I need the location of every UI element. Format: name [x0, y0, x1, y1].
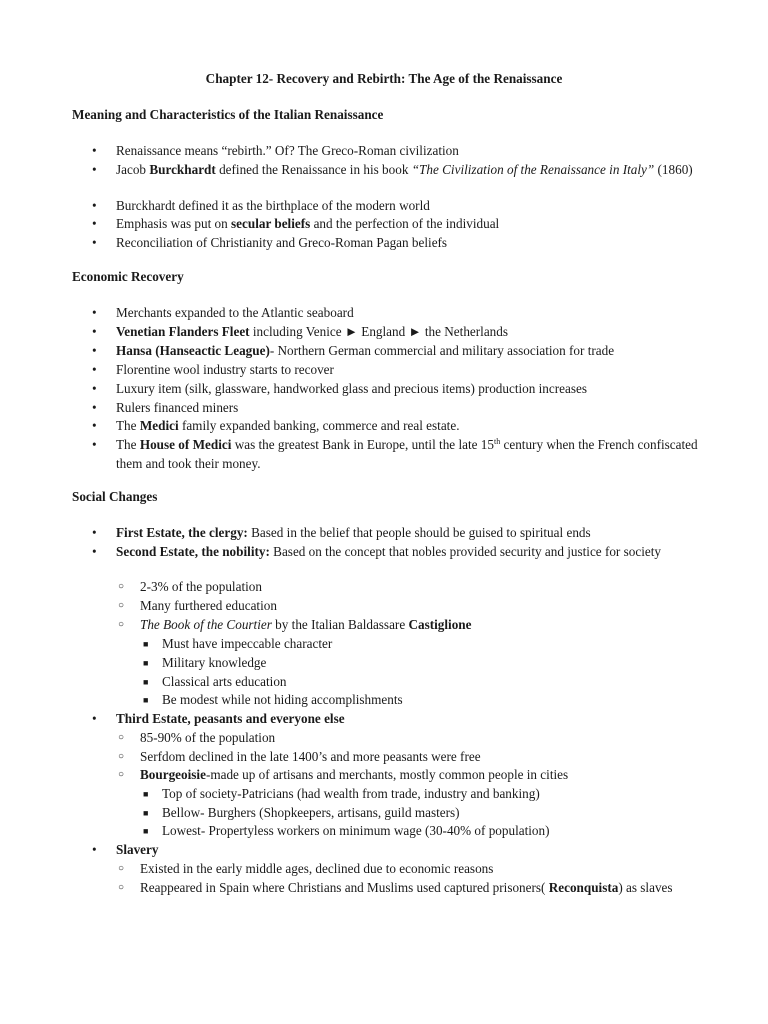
bullet-marker: ○: [118, 882, 125, 893]
bullet-marker: •: [92, 381, 97, 396]
bullet-marker: •: [92, 198, 97, 213]
bullet-marker: ○: [118, 751, 125, 762]
bullet-marker: •: [92, 362, 97, 377]
list-item: • Rulers financed miners: [116, 399, 716, 418]
list-item: • Emphasis was put on secular beliefs and the perfection of the individual: [116, 215, 716, 234]
bullet-marker: ○: [118, 600, 125, 611]
list-item: • First Estate, the clergy: Based in the belief that people should be guised to spiritual ends: [116, 524, 716, 543]
sub-sub-list-item: ■ Classical arts education: [162, 673, 722, 692]
document-title: Chapter 12- Recovery and Rebirth: The Age of the Renaissance: [205, 71, 563, 86]
bullet-marker: •: [92, 216, 97, 231]
sub-list-item: ○ Reappeared in Spain where Christians and Muslims used captured prisoners( Reconquista) as slaves: [140, 879, 720, 898]
list-item: • Burckhardt defined it as the birthplace of the modern world: [116, 197, 716, 216]
sub-list-item: ○ 85-90% of the population: [140, 729, 720, 748]
bullet-marker: ○: [118, 619, 125, 630]
bullet-marker: ■: [143, 808, 149, 818]
list-item: • Second Estate, the nobility: Based on the concept that nobles provided security and justice for society: [116, 543, 716, 562]
list-item: • Slavery: [116, 841, 716, 860]
bullet-marker: ○: [118, 863, 125, 874]
book-title: “The Civilization of the Renaissance in Italy”: [411, 162, 655, 177]
list-item: • The House of Medici was the greatest Bank in Europe, until the late 15th century when the French confiscated them and took their money.: [92, 437, 698, 471]
list-item: • Third Estate, peasants and everyone else: [116, 710, 716, 729]
bullet-marker: ■: [143, 677, 149, 687]
sub-sub-list-item: ■ Must have impeccable character: [162, 635, 722, 654]
list-item: • Luxury item (silk, glassware, handworked glass and precious items) production increases: [116, 380, 716, 399]
bullet-marker: •: [92, 842, 97, 857]
bullet-marker: •: [92, 235, 97, 250]
section-heading-social: Social Changes: [72, 489, 158, 504]
bullet-marker: ○: [118, 769, 125, 780]
bullet-marker: ■: [143, 826, 149, 836]
bullet-marker: •: [92, 437, 97, 452]
bullet-marker: ■: [143, 789, 149, 799]
sub-list-item: ○ Many furthered education: [140, 597, 720, 616]
bullet-marker: •: [92, 544, 97, 559]
bullet-marker: ■: [143, 639, 149, 649]
list-item: • Hansa (Hanseactic League)- Northern German commercial and military association for trade: [116, 342, 716, 361]
sub-sub-list-item: ■ Top of society-Patricians (had wealth from trade, industry and banking): [162, 785, 722, 804]
list-item: • Jacob Burckhardt defined the Renaissance in his book “The Civilization of the Renaissance in Italy” (1860): [116, 161, 716, 180]
bullet-marker: •: [92, 400, 97, 415]
bullet-marker: •: [92, 711, 97, 726]
list-item: • Reconciliation of Christianity and Greco-Roman Pagan beliefs: [116, 234, 716, 253]
bullet-marker: •: [92, 343, 97, 358]
sub-list-item: ○ Serfdom declined in the late 1400’s and more peasants were free: [140, 748, 720, 767]
sub-sub-list-item: ■ Bellow- Burghers (Shopkeepers, artisans, guild masters): [162, 804, 722, 823]
list-item: • Renaissance means “rebirth.” Of? The Greco-Roman civilization: [116, 142, 716, 161]
list-item: • The Medici family expanded banking, commerce and real estate.: [116, 417, 716, 436]
bullet-marker: ○: [118, 732, 125, 743]
sub-list-item: ○ 2-3% of the population: [140, 578, 720, 597]
sub-sub-list-item: ■ Lowest- Propertyless workers on minimum wage (30-40% of population): [162, 822, 722, 841]
bullet-marker: ■: [143, 658, 149, 668]
sub-sub-list-item: ■ Military knowledge: [162, 654, 722, 673]
list-item: • Florentine wool industry starts to recover: [116, 361, 716, 380]
list-item: • Merchants expanded to the Atlantic seaboard: [116, 304, 716, 323]
bullet-marker: •: [92, 162, 97, 177]
bullet-marker: ○: [118, 581, 125, 592]
list-item: • Venetian Flanders Fleet including Venice ► England ► the Netherlands: [116, 323, 716, 342]
bullet-marker: •: [92, 305, 97, 320]
sub-list-item: ○ The Book of the Courtier by the Italian Baldassare Castiglione: [140, 616, 720, 635]
bullet-marker: •: [92, 324, 97, 339]
sub-sub-list-item: ■ Be modest while not hiding accomplishments: [162, 691, 722, 710]
sub-list-item: ○ Existed in the early middle ages, declined due to economic reasons: [140, 860, 720, 879]
bullet-marker: ■: [143, 695, 149, 705]
bullet-marker: •: [92, 143, 97, 158]
bullet-marker: •: [92, 525, 97, 540]
bullet-marker: •: [92, 418, 97, 433]
section-heading-economic: Economic Recovery: [72, 269, 184, 284]
sub-list-item: ○ Bourgeoisie-made up of artisans and merchants, mostly common people in cities: [140, 766, 720, 785]
section-heading-meaning: Meaning and Characteristics of the Italian Renaissance: [72, 107, 384, 122]
